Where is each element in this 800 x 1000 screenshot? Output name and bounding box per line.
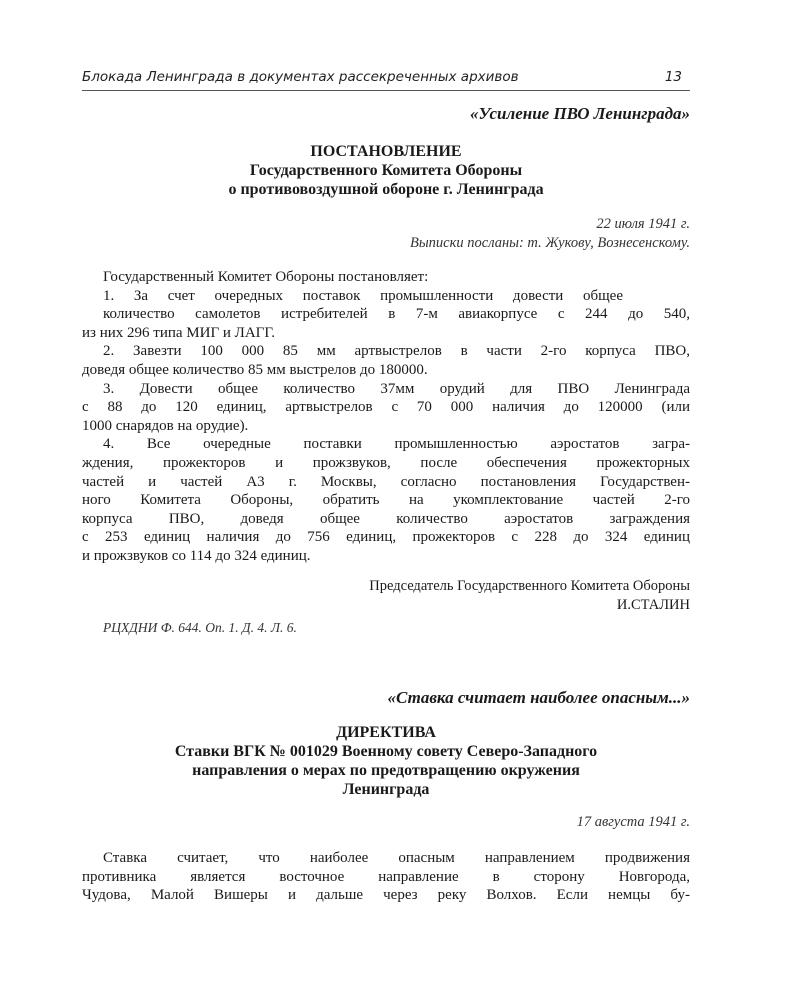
heading-line: Ставки ВГК № 001029 Военному совету Северо-Западного [174,743,598,760]
heading-line: о противовоздушной обороне г. Ленинграда [228,181,544,198]
heading-line: ДИРЕКТИВА [336,724,436,741]
heading-line: направления о мерах по предотвращению окружения [192,762,580,779]
page-number: 13 [664,69,682,85]
heading-line: ПОСТАНОВЛЕНИЕ [310,143,462,160]
body-line: 4. Все очередные поставки промышленностью аэростатов загра- [103,436,690,453]
body-line: ного Комитета Обороны, обратить на укомплектование частей 2-го [82,492,690,509]
body-line: количество самолетов истребителей в 7-м авиакорпусе с 244 до 540, [103,306,690,323]
running-header [82,64,690,91]
document-heading-2 [82,723,690,799]
body-line: Государственный Комитет Обороны постановляет: [103,269,429,285]
body-line: частей и частей А3 г. Москвы, согласно постановления Государствен- [82,473,690,490]
signature-title: Председатель Государственного Комитета Обороны [369,578,690,594]
section-title-1: «Усиление ПВО Ленинграда» [469,104,690,123]
body-line: доведя общее количество 85 мм выстрелов до 180000. [82,361,428,378]
signature-block [82,577,690,614]
running-header-title: Блокада Ленинграда в документах рассекреченных архивов [82,69,519,85]
body-line: Ставка считает, что наиболее опасным направлением продвижения [103,850,690,866]
document-date-1 [82,215,690,252]
body-line: с 88 до 120 единиц, артвыстрелов с 70 000 наличия до 120000 (или [82,399,690,416]
body-line: 1000 снарядов на орудие). [82,417,249,434]
distribution-note: Выписки посланы: т. Жукову, Вознесенскому. [410,234,690,251]
body-line: 1. За счет очередных поставок промышленности довести общее [103,287,623,304]
body-line: противника является восточное направление в сторону Новгорода, [82,868,690,885]
archive-source: РЦХДНИ Ф. 644. Оп. 1. Д. 4. Л. 6. [103,620,297,635]
body-line: корпуса ПВО, доведя общее количество аэростатов заграждения [82,510,690,527]
body-line: ждения, прожекторов и прожзвуков, после обеспечения прожекторных [82,454,690,471]
body-line: с 253 единиц наличия до 756 единиц, прожекторов с 228 до 324 единиц [82,529,690,546]
body-line: и прожзвуков со 114 до 324 единиц. [82,547,311,564]
signature-name: И.СТАЛИН [616,596,690,613]
document-heading-1 [82,142,690,199]
body-line: Чудова, Малой Вишеры и дальше через реку Волхов. Если немцы бу- [82,887,690,904]
date: 22 июля 1941 г. [596,216,690,232]
body-line: 2. Завезти 100 000 85 мм артвыстрелов в части 2-го корпуса ПВО, [103,343,690,360]
heading-line: Государственного Комитета Обороны [249,162,523,179]
document-date-2: 17 августа 1941 г. [576,814,690,830]
body-line: 3. Довести общее количество 37мм орудий для ПВО Ленинграда [103,380,690,397]
body-line: из них 296 типа МИГ и ЛАГГ. [82,324,276,341]
document-body-1 [82,268,690,566]
section-title-2: «Ставка считает наиболее опасным...» [387,688,690,707]
document-body-2 [82,849,690,905]
heading-line: Ленинграда [342,781,430,798]
